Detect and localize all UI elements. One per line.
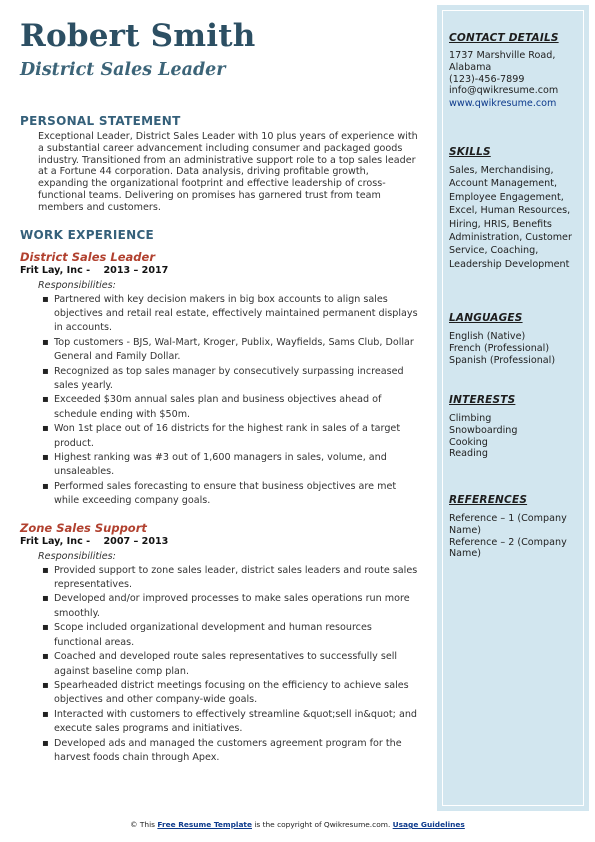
list-item: ▪ Coached and developed route sales representatives to successfully sell against baseline comp plan. [20,650,420,679]
job-dates: 2013 – 2017 [103,264,169,276]
personal-statement-heading: PERSONAL STATEMENT [20,114,181,128]
skills-heading: SKILLS [449,146,491,158]
list-item: ▪ Spearheaded district meetings focusing on the efficiency to achieve sales objectives and other company-wide goals. [20,679,420,708]
references-section [449,494,579,560]
references-list [449,513,579,560]
list-item: ▪ Scope included organizational development and human resources functional areas. [20,621,420,650]
main-column [20,18,420,765]
skills-text: Sales, Merchandising, Account Management, Employee Engagement, Excel, Human Resources, Hiring, HRIS, Benefits Administration, Customer Service, Coaching, Leadership Development [449,165,572,270]
languages-section [449,312,579,366]
languages-heading: LANGUAGES [449,312,523,324]
responsibilities-label: Responsibilities: [38,550,116,562]
list-item: Cooking [449,436,488,448]
list-item: ▪ Developed and/or improved processes to make sales operations run more smoothly. [20,592,420,621]
job-meta [20,265,420,276]
contact-details [449,50,579,97]
work-experience-section [20,228,420,766]
responsibilities-list [20,564,420,766]
phone-number: (123)-456-7899 [449,73,525,85]
languages-list [449,331,579,366]
responsibilities-list [20,293,420,509]
list-item: ▪ Recognized as top sales manager by consecutively surpassing increased sales yearly. [20,365,420,394]
list-item: ▪ Exceeded $30m annual sales plan and business objectives ahead of schedule ending with $50m. [20,393,420,422]
list-item: ▪ Won 1st place out of 16 districts for the highest rank in sales of a target product. [20,422,420,451]
skills-section [449,146,579,271]
personal-statement-text: Exceptional Leader, District Sales Leader with 10 plus years of experience with a substantial career advancement including consumer and packaged goods industry. Transitioned from an administrative support role to a top sales leader at a Fortune 44 corporation. Data analysis, driving profitable growth, expanding the organizational footprint and effective leadership of cross-functional teams. Delivering on promises has garnered trust from team members and customers. [38,131,418,213]
job-entry [20,521,420,766]
address-line: 1737 Marshville Road, [449,50,556,61]
job-title: Zone Sales Support [20,520,147,535]
work-experience-heading: WORK EXPERIENCE [20,227,155,242]
list-item: Snowboarding [449,424,518,436]
website-link[interactable]: www.qwikresume.com [449,98,557,110]
list-item: English (Native) [449,331,526,342]
job-meta [20,536,420,547]
list-item: ▪ Provided support to zone sales leader, district sales leaders and route sales representatives. [20,564,420,593]
list-item: Reading [449,448,488,460]
interests-list [449,413,579,460]
footer-copyright-text: is the copyright of Qwikresume.com. [254,820,391,829]
list-item: Climbing [449,413,492,424]
job-entry [20,250,420,509]
free-resume-template-link[interactable]: Free Resume Template [157,820,252,829]
footer [0,820,595,829]
references-heading: REFERENCES [449,494,528,506]
contact-heading: CONTACT DETAILS [449,32,559,44]
list-item: Spanish (Professional) [449,354,556,366]
list-item: ▪ Top customers - BJS, Wal-Mart, Kroger, Publix, Wayfields, Sams Club, Dollar General and Family Dollar. [20,336,420,365]
job-company: Frit Lay, Inc - [20,264,91,276]
list-item: Reference – 1 (Company Name) [449,513,567,536]
job-company: Frit Lay, Inc - [20,535,91,547]
list-item: ▪ Partnered with key decision makers in big box accounts to align sales objectives and retail real estate, effectively maintained permanent displays in accounts. [20,293,420,336]
job-dates: 2007 – 2013 [103,535,169,547]
email-address[interactable]: info@qwikresume.com [449,85,559,97]
list-item: Reference – 2 (Company Name) [449,536,567,560]
candidate-title: District Sales Leader [20,60,226,80]
interests-section [449,394,579,460]
footer-prefix: © This [130,820,156,829]
list-item: ▪ Developed ads and managed the customers agreement program for the harvest foods chain through Apex. [20,737,420,766]
contact-section [449,32,579,110]
responsibilities-label: Responsibilities: [38,279,116,291]
usage-guidelines-link[interactable]: Usage Guidelines [392,820,465,829]
list-item: ▪ Interacted with customers to effectively streamline &quot;sell in&quot; and execute sales programs and initiatives. [20,708,420,737]
address-line: Alabama [449,61,492,73]
candidate-name: Robert Smith [20,18,256,54]
job-title: District Sales Leader [20,249,155,264]
list-item: French (Professional) [449,342,550,354]
personal-statement-section [20,114,420,214]
list-item: ▪ Performed sales forecasting to ensure that business objectives are met while exceeding company goals. [20,480,420,509]
interests-heading: INTERESTS [449,394,516,406]
list-item: ▪ Highest ranking was #3 out of 1,600 managers in sales, volume, and unsaleables. [20,451,420,480]
